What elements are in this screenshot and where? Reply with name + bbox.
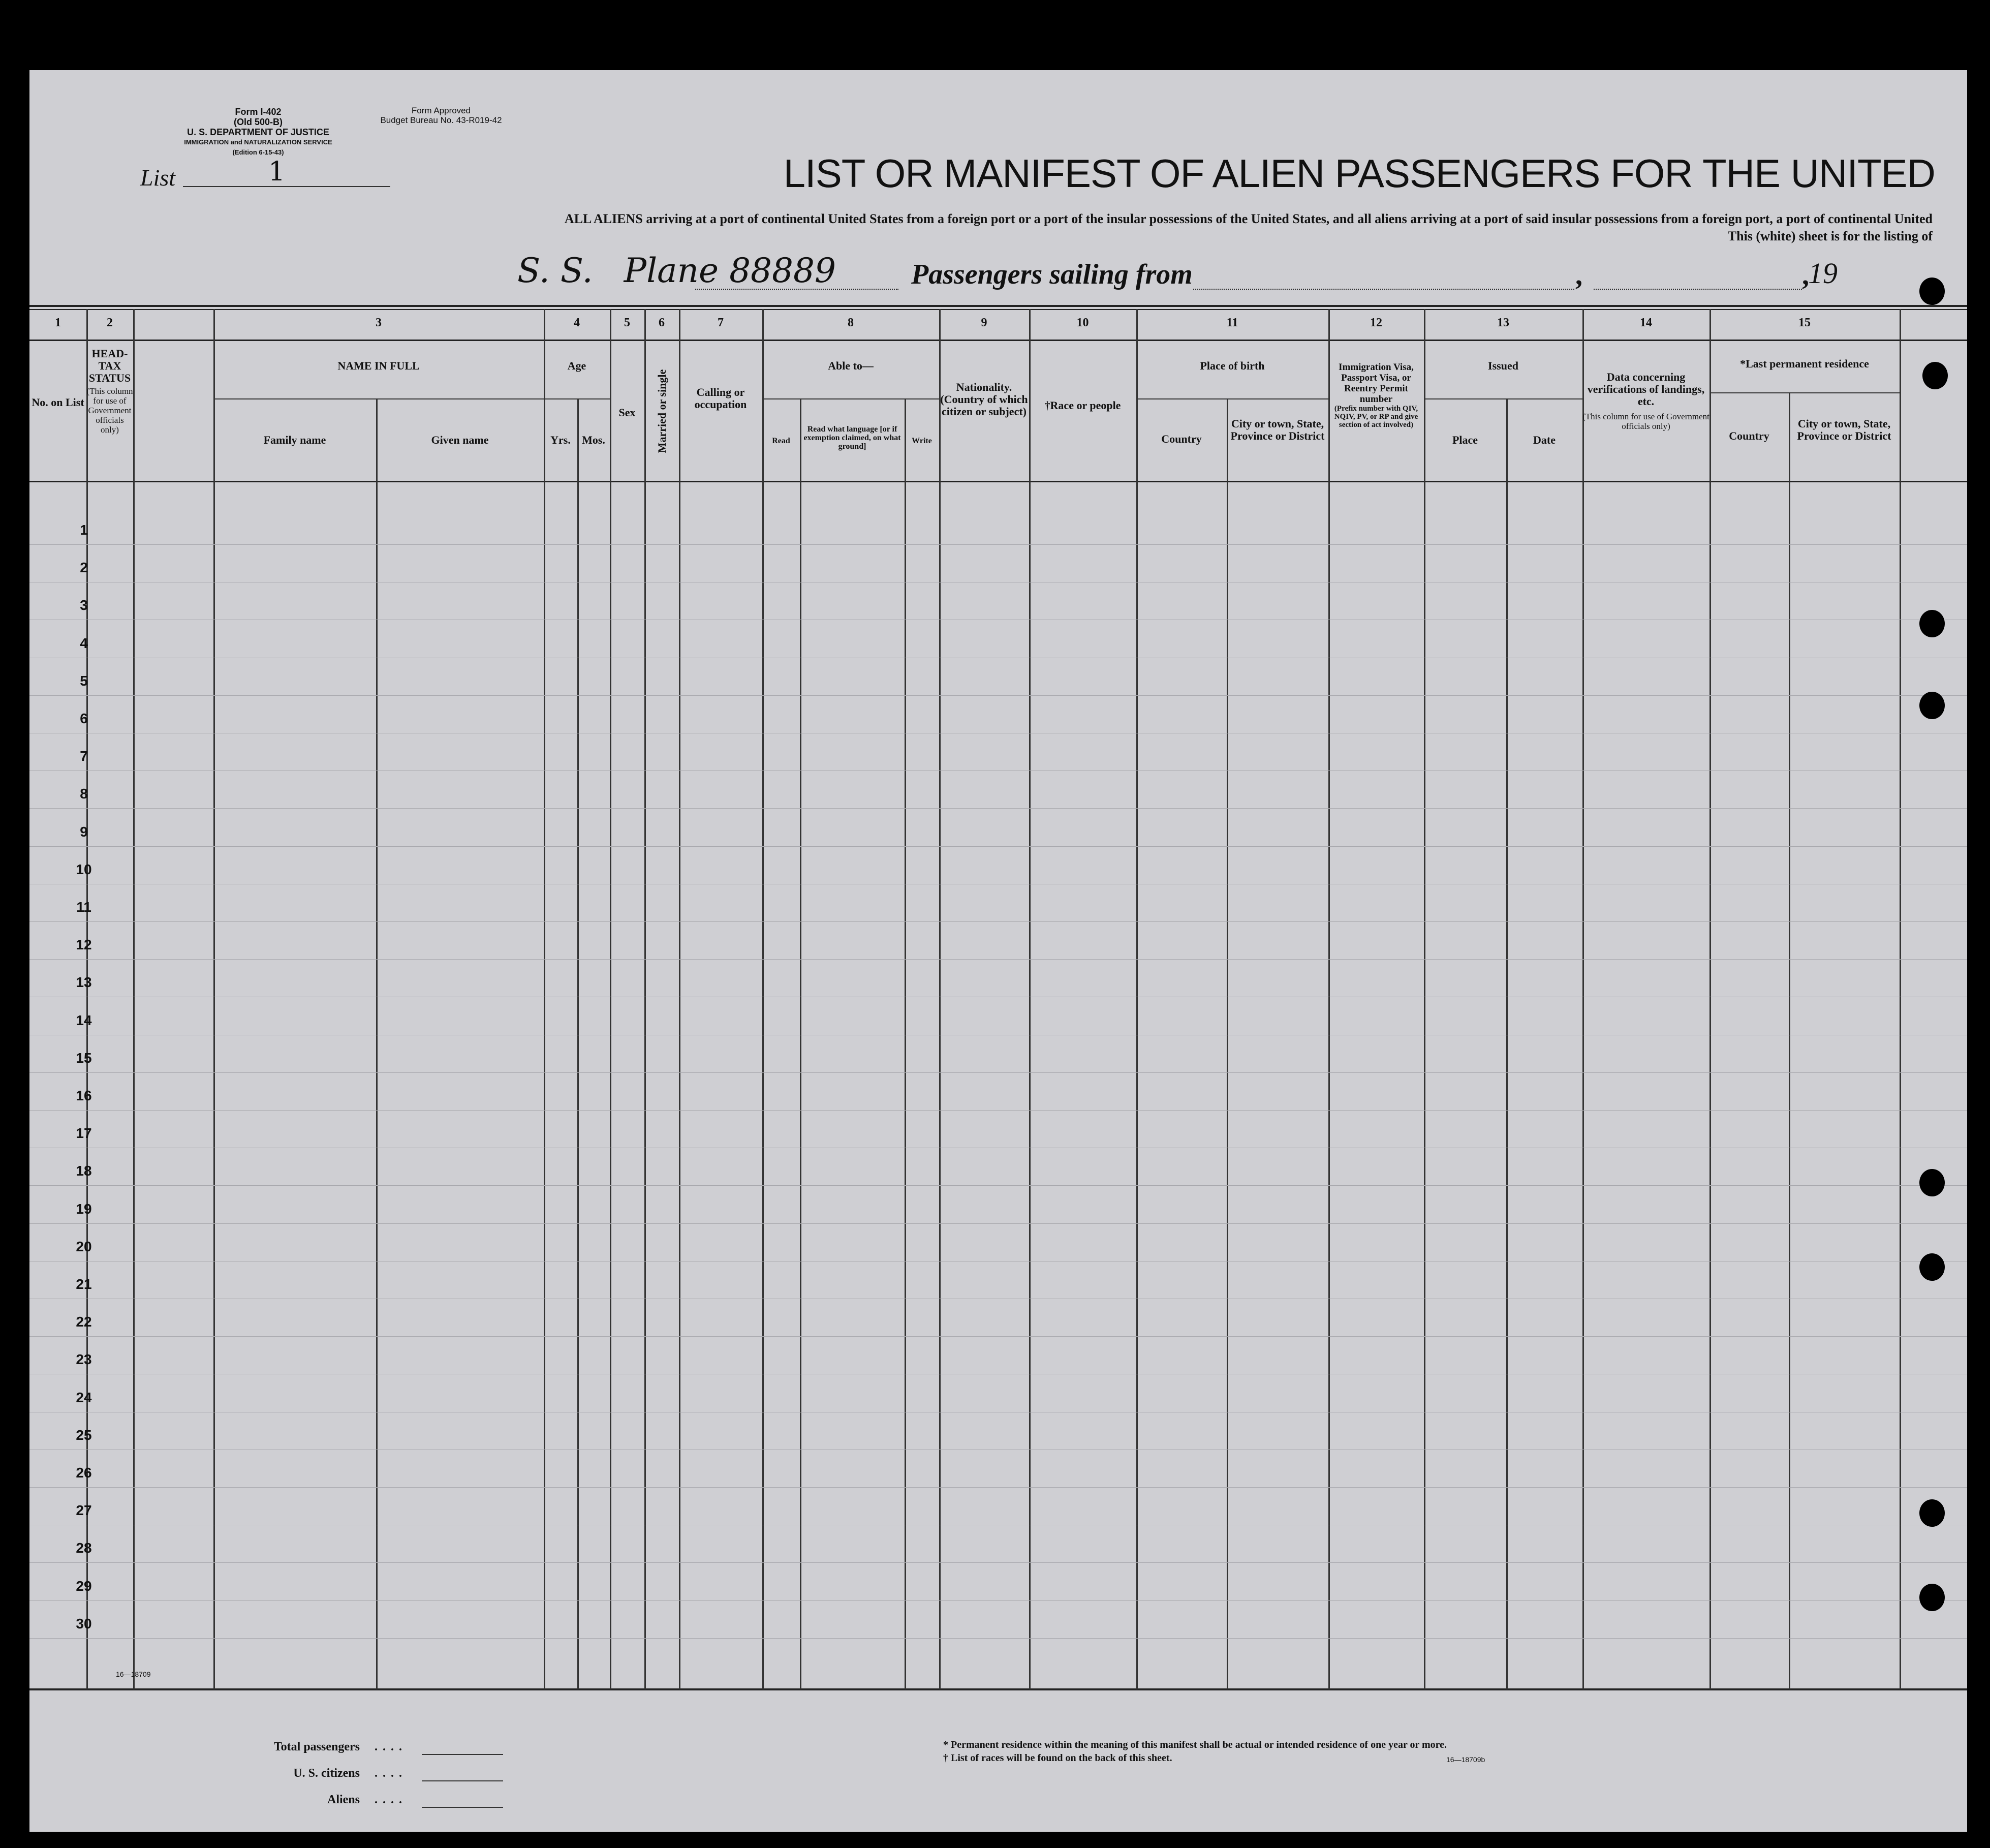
total-passengers-field[interactable] [422, 1740, 503, 1755]
table-row [29, 1072, 1967, 1073]
row-number: 8 [80, 786, 88, 802]
table-row [29, 1638, 1967, 1639]
divider [1582, 309, 1584, 1689]
visa-title: Immigration Visa, Passport Visa, or Reentry Permit number [1339, 362, 1414, 405]
table-row [29, 1487, 1967, 1488]
page-title: LIST OR MANIFEST OF ALIEN PASSENGERS FOR THE UNITED [783, 151, 1935, 196]
divider [1227, 398, 1228, 1689]
budget-approval [360, 106, 522, 125]
header-calling: Calling or occupation [694, 386, 747, 411]
divider [679, 309, 680, 1689]
colnum: 1 [55, 316, 61, 329]
intro-text [182, 210, 1933, 245]
issued-subrule [1424, 398, 1582, 399]
list-label: List [140, 165, 176, 191]
row-number: 25 [76, 1427, 92, 1443]
divider [86, 309, 88, 1689]
row-number: 20 [76, 1239, 92, 1254]
header-last-residence: *Last permanent residence [1740, 357, 1869, 370]
header-place-of-birth: Place of birth [1200, 359, 1265, 372]
ss-value[interactable]: Plane 88889 [624, 251, 836, 290]
punch-hole [1922, 362, 1948, 389]
divider [762, 309, 764, 1689]
punch-hole [1919, 278, 1945, 305]
table-row [29, 1110, 1967, 1111]
row-number: 13 [76, 974, 92, 990]
punch-hole [1919, 692, 1945, 719]
dot-leader: .... [375, 1793, 407, 1806]
aliens-label: Aliens [327, 1793, 360, 1806]
header-issued: Issued [1488, 359, 1518, 372]
divider [544, 309, 545, 1689]
manifest-sheet [29, 70, 1967, 1832]
footnote-residence: * Permanent residence within the meaning of this manifest shall be actual or intended residence of one year or more. [943, 1739, 1447, 1750]
header-mos: Mos. [582, 434, 605, 446]
colnum: 3 [376, 316, 382, 329]
service: IMMIGRATION and NATURALIZATION SERVICE [184, 138, 332, 146]
row-number: 7 [80, 748, 88, 764]
divider [644, 309, 646, 1689]
colnum: 10 [1076, 316, 1089, 329]
header-city-2: City or town, State, Province or District [1797, 417, 1891, 442]
divider [939, 309, 941, 1689]
dot-leader: .... [375, 1767, 407, 1780]
year-prefix: 19 [1808, 257, 1838, 290]
able-subrule [762, 398, 939, 399]
footnote-races: † List of races will be found on the back of this sheet. [943, 1752, 1172, 1764]
colnum: 12 [1370, 316, 1382, 329]
list-field-line [183, 186, 390, 187]
row-number: 16 [76, 1088, 92, 1103]
row-number: 9 [80, 824, 88, 840]
table-row [29, 1562, 1967, 1563]
punch-hole [1919, 1499, 1945, 1527]
totals-block [207, 1740, 503, 1820]
ship-field-line [695, 289, 898, 290]
colnum-rule [29, 340, 1967, 341]
dot-leader: .... [375, 1740, 407, 1753]
form-code-left: 16—18709 [116, 1670, 151, 1678]
header-data-concerning [1582, 371, 1709, 431]
header-country-2: Country [1729, 429, 1769, 442]
intro-line-2: This (white) sheet is for the listing of [1727, 229, 1933, 243]
table-top-rule [29, 305, 1967, 307]
row-number: 27 [76, 1502, 92, 1518]
row-number: 18 [76, 1163, 92, 1179]
us-citizens-row [207, 1767, 503, 1793]
row-number: 30 [76, 1616, 92, 1631]
row-number: 23 [76, 1351, 92, 1367]
punch-hole [1919, 1253, 1945, 1281]
divider [1328, 309, 1330, 1689]
row-number: 3 [80, 597, 88, 613]
row-number: 17 [76, 1125, 92, 1141]
visa-note: (Prefix number with QIV, NQIV, PV, or RP and give section of act involved) [1334, 405, 1418, 429]
header-given-name: Given name [431, 434, 489, 446]
header-no-on-list: No. on List [32, 396, 84, 409]
colnum: 13 [1497, 316, 1509, 329]
data-concerning-title: Data concerning verifications of landings, etc. [1587, 371, 1705, 408]
colnum: 5 [624, 316, 630, 329]
header-date: Date [1533, 434, 1556, 446]
header-bottom-rule [29, 481, 1967, 482]
ss-label: S. S. [517, 251, 593, 290]
header-country: Country [1161, 433, 1202, 445]
ship-label [517, 251, 836, 290]
divider [376, 398, 378, 1689]
header-read: Read [772, 437, 790, 445]
aliens-row [207, 1793, 503, 1820]
row-number: 6 [80, 711, 88, 726]
divider [577, 398, 579, 1689]
table-bottom-rule [29, 1688, 1967, 1690]
table-top-rule-2 [29, 309, 1967, 310]
colnum: 14 [1640, 316, 1652, 329]
row-number: 4 [80, 635, 88, 651]
row-number: 15 [76, 1050, 92, 1066]
sailing-date-field[interactable] [1594, 289, 1802, 290]
table-row [29, 1185, 1967, 1186]
row-number: 14 [76, 1012, 92, 1028]
colnum: 8 [848, 316, 854, 329]
table-row [29, 695, 1967, 696]
colnum: 4 [574, 316, 580, 329]
row-number: 28 [76, 1540, 92, 1556]
header-married: Married or single [656, 369, 668, 453]
list-value[interactable]: 1 [268, 157, 286, 187]
header-able-to: Able to— [828, 359, 874, 372]
divider [800, 398, 801, 1689]
row-number: 29 [76, 1578, 92, 1594]
birth-subrule [1136, 398, 1328, 399]
edition: (Edition 6-15-43) [232, 148, 284, 156]
form-identifier [126, 107, 390, 158]
divider [1029, 309, 1031, 1689]
row-number: 12 [76, 937, 92, 952]
header-sex: Sex [618, 406, 636, 419]
department: U. S. DEPARTMENT OF JUSTICE [187, 127, 329, 137]
row-number: 11 [76, 899, 91, 915]
row-number: 21 [76, 1276, 92, 1292]
row-number: 2 [80, 560, 88, 575]
table-row [29, 544, 1967, 545]
row-number: 24 [76, 1390, 92, 1405]
header-age: Age [567, 359, 586, 372]
table-row [29, 959, 1967, 960]
budget-number: Budget Bureau No. 43-R019-42 [380, 115, 502, 125]
total-passengers-row [207, 1740, 503, 1767]
head-tax-note: (This column for use of Government officials only) [86, 386, 133, 435]
divider [1900, 309, 1901, 1689]
comma-1: , [1575, 260, 1582, 291]
colnum: 9 [981, 316, 987, 329]
colnum: 11 [1226, 316, 1238, 329]
header-write: Write [912, 437, 932, 445]
table-row [29, 846, 1967, 847]
divider [1136, 309, 1138, 1689]
row-number: 5 [80, 673, 88, 689]
header-race: †Race or people [1044, 399, 1121, 412]
us-citizens-label: U. S. citizens [293, 1767, 360, 1780]
form-code-right: 16—18709b [1446, 1755, 1485, 1764]
manifest-table [29, 305, 1967, 1692]
form-approved: Form Approved [411, 106, 471, 115]
row-number: 22 [76, 1314, 92, 1330]
divider [610, 309, 611, 1689]
table-row [29, 1600, 1967, 1601]
head-tax-title: HEAD-TAX STATUS [88, 347, 131, 384]
sailing-port-field[interactable] [1193, 289, 1574, 290]
colnum: 6 [659, 316, 665, 329]
divider [905, 398, 906, 1689]
row-number: 10 [76, 861, 92, 877]
header-city: City or town, State, Province or District [1230, 417, 1325, 442]
header-nationality: Nationality. (Country of which citizen or subject) [940, 381, 1028, 418]
table-row [29, 808, 1967, 809]
form-number: Form I-402 [235, 107, 282, 117]
header-read-language: Read what language [or if exemption claimed, on what ground] [803, 425, 901, 451]
punch-hole [1919, 610, 1945, 637]
colnum: 7 [718, 316, 724, 329]
punch-hole [1919, 1169, 1945, 1196]
colnum: 15 [1798, 316, 1811, 329]
header-yrs: Yrs. [550, 434, 571, 446]
intro-line-1: ALL ALIENS arriving at a port of continental United States from a foreign port or a port of the insular possessions of the United States, and all aliens arriving at a port of said insular possessions from a foreign port, a port of continental United [564, 211, 1933, 226]
footnotes [943, 1738, 1447, 1765]
header-head-tax [86, 348, 133, 435]
divider [133, 309, 135, 1689]
header-family-name: Family name [263, 434, 326, 446]
header-place: Place [1452, 434, 1478, 446]
age-subrule [544, 398, 610, 399]
header-name-in-full: NAME IN FULL [337, 359, 420, 372]
divider [1709, 309, 1711, 1689]
colnum: 2 [107, 316, 113, 329]
punch-hole [1919, 1584, 1945, 1611]
row-number: 26 [76, 1465, 92, 1481]
data-concerning-note: (This column for use of Government officials only) [1582, 412, 1709, 431]
aliens-field[interactable] [422, 1793, 503, 1808]
header-visa [1328, 362, 1424, 429]
divider [1789, 392, 1790, 1689]
table-row [29, 921, 1967, 922]
divider [213, 309, 215, 1689]
residence-subrule [1709, 392, 1900, 393]
row-number: 1 [80, 522, 88, 538]
divider [1424, 309, 1425, 1689]
divider [1506, 398, 1508, 1689]
comma-2: , [1802, 260, 1809, 291]
total-passengers-label: Total passengers [273, 1740, 360, 1753]
row-number: 19 [76, 1201, 92, 1217]
table-row [29, 1223, 1967, 1224]
sailing-label: Passengers sailing from [911, 259, 1193, 290]
us-citizens-field[interactable] [422, 1767, 503, 1781]
old-form-number: (Old 500-B) [233, 117, 283, 127]
name-subrule [213, 398, 544, 399]
table-row [29, 1336, 1967, 1337]
